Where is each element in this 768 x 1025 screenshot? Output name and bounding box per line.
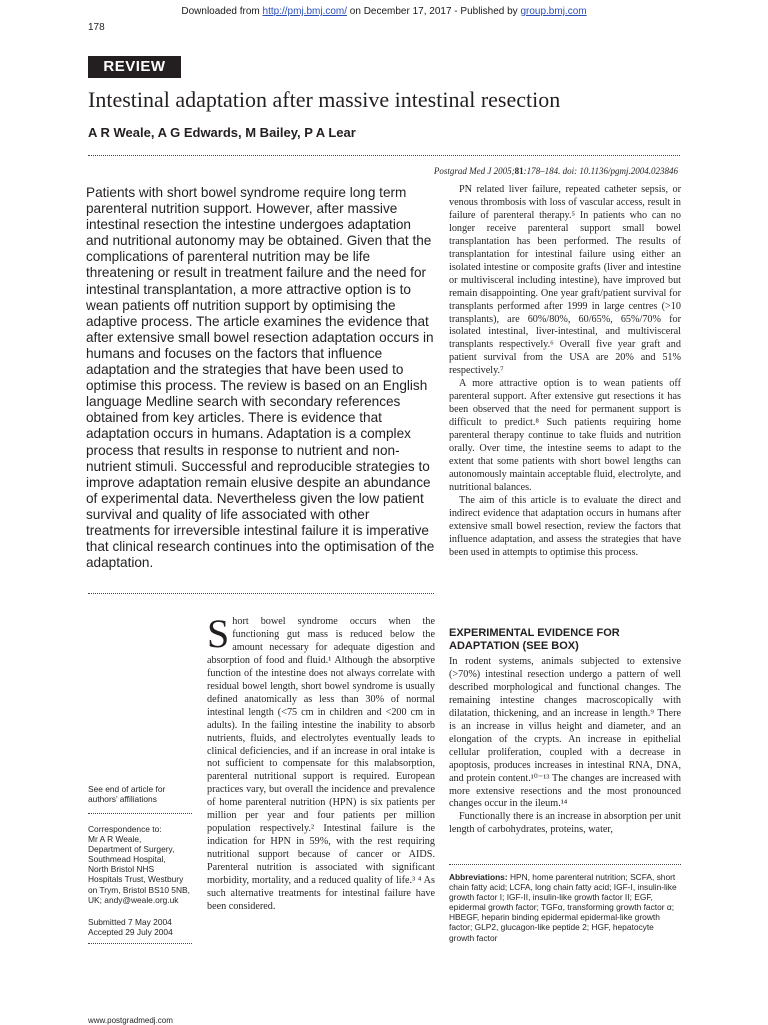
banner-prefix: Downloaded from xyxy=(181,6,263,17)
drop-cap: S xyxy=(207,611,230,656)
correspondence-line: Department of Surgery, xyxy=(88,844,175,855)
abbreviations-box xyxy=(449,872,681,943)
accepted-date: Accepted 29 July 2004 xyxy=(88,927,173,938)
footer-url[interactable]: www.postgradmedj.com xyxy=(88,1016,173,1025)
article-title: Intestinal adaptation after massive intestinal resection xyxy=(88,87,561,112)
authors: A R Weale, A G Edwards, M Bailey, P A Lear xyxy=(88,125,356,140)
abstract-divider xyxy=(88,593,434,594)
right-column-top xyxy=(449,184,681,560)
correspondence xyxy=(88,824,206,905)
sidebar-divider-1 xyxy=(88,813,192,814)
abbrev-divider xyxy=(449,864,681,865)
paragraph-wean-option: A more attractive option is to wean patients off parenteral support. After extensive gut resections it has been observed that the need for permanent support is difficult to predict.⁸ Such patients requiring home parenteral therapy continue to take fluids and nutrition orally. Over time, the intestine seems to adapt to the extent that some patients with short bowel lengths can autonomously maintain acceptable fluid, electrolyte, and nutritional balances. xyxy=(449,378,681,493)
correspondence-line: North Bristol NHS xyxy=(88,864,155,875)
citation-year: 2005; xyxy=(493,166,515,176)
correspondence-email[interactable]: UK; andy@weale.org.uk xyxy=(88,894,179,905)
submitted-date: Submitted 7 May 2004 xyxy=(88,917,172,927)
abbreviations-label: Abbreviations: xyxy=(449,872,508,882)
citation xyxy=(434,166,678,176)
experimental-section xyxy=(449,627,681,837)
banner-middle: on December 17, 2017 - Published by xyxy=(347,6,521,17)
dates xyxy=(88,917,206,937)
publisher-link[interactable]: group.bmj.com xyxy=(520,6,587,17)
site-link[interactable]: http://pmj.bmj.com/ xyxy=(262,6,348,17)
abbreviations-text: HPN, home parenteral nutrition; SCFA, short chain fatty acid; LCFA, long chain fatty acid; IGF-I, insulin-like growth factor I; IGF-II, insulin-like growth factor II; EGF, epidermal growth factor; TGFα, transforming growth factor α; HBEGF, heparin binding epidermal epidermal-like growth factor; GLP2, glucagon-like peptide 2; HGF, hepatocyte growth factor xyxy=(449,872,677,943)
section-badge: REVIEW xyxy=(88,56,181,78)
abstract: Patients with short bowel syndrome require long term parenteral nutrition support. However, after massive intestinal resection the intestine undergoes adaptation and nutritional autonomy may be obtained. Given that the complications of parenteral nutrition may be life threatening or result in treatment failure and the need for intestinal transplantation, a more attractive option is to wean patients off nutrition support by optimising the adaptive process. The article examines the evidence that after extensive small bowel resection adaptation occurs in humans and focuses on the factors that influence adaptation and the strategies that have been used to optimise this process. The review is based on an English language Medline search with secondary references obtained from key articles. There is evidence that adaptation occurs in humans. Adaptation is a complex process that results in response to nutrient and non-nutrient stimuli. Successful and reproducible strategies to improve adaptation remain elusive despite an abundance of experimental data. Nevertheless given the low patient survival and quality of life associated with other treatments for irreversible intestinal failure it is imperative that clinical research continues into the optimisation of the adaptation. xyxy=(86,185,435,571)
correspondence-line: Mr A R Weale, xyxy=(88,834,142,845)
citation-volume: 81 xyxy=(514,166,524,176)
correspondence-line: on Trym, Bristol BS10 5NB, xyxy=(88,884,190,895)
citation-journal: Postgrad Med J xyxy=(433,166,492,176)
correspondence-line: Hospitals Trust, Westbury xyxy=(88,874,184,885)
download-banner xyxy=(0,6,768,17)
section-heading: EXPERIMENTAL EVIDENCE FOR ADAPTATION (SEE BOX) xyxy=(449,627,620,652)
sidebar-divider-2 xyxy=(88,943,192,944)
page-number: 178 xyxy=(88,22,105,33)
paragraph-liver-failure: PN related liver failure, repeated catheter sepsis, or venous thrombosis with loss of vascular access, result in failure of parenteral therapy.⁵ In patients who can no longer receive parenteral support small bowel transplantation has been performed. The results of transplantation for intestinal failure using either an isolated intestine or composite grafts (liver and intestine or multivisceral including intestine), have improved but remain disappointing. One year graft/patient survival for transplants performed after 1999 in large centres (>10 transplants), are 60%/80%, 60/65%, 65%/70% for isolated intestinal, liver-intestinal, and multivisceral transplants respectively.⁶ Overall five year graft and patient survival from the USA are 20% and 51% respectively.⁷ xyxy=(449,184,681,377)
middle-column xyxy=(207,611,435,914)
affiliations-note: See end of article for authors’ affiliations xyxy=(88,784,166,805)
citation-rest: :178–184. doi: 10.1136/pgmj.2004.023846 xyxy=(523,166,678,176)
correspondence-line: Southmead Hospital, xyxy=(88,854,166,865)
paragraph-rodent: In rodent systems, animals subjected to extensive (>70%) intestinal resection undergo a pattern of well described morphological and functional changes. The remaining intestine changes macroscopically with dilatation, thickening, and an increase in length.⁹ There is an increase in villus height and diameter, and an elongation of the crypts. An increase in epithelial cellular proliferation, coupled with a decrease in apoptosis, produces increases in intestinal RNA, DNA, and protein content.¹⁰⁻¹³ The changes are increased with more extensive resections and the most pronounced changes occur in the ileum.¹⁴ xyxy=(449,656,681,810)
paragraph-functional: Functionally there is an increase in absorption per unit length of carbohydrates, proteins, water, xyxy=(449,811,681,836)
correspondence-line: Correspondence to: xyxy=(88,824,162,834)
title-divider xyxy=(88,155,680,156)
paragraph-short-bowel: hort bowel syndrome occurs when the functioning gut mass is reduced below the amount necessary for adequate digestion and absorption of food and fluid.¹ Although the absorptive function of the intestine does not always correlate with residual bowel length, short bowel syndrome is usually defined anatomically as less than 30% of normal intestinal length (<75 cm in children and <200 cm in adults). In the failing intestine the inability to absorb nutrients, fluids, and electrolytes eventually leads to clinical deficiencies, and if an increase in oral intake is not sufficient to compensate for this malabsorption, parenteral nutritional support is required. European practices vary, but overall the incidence and prevalence of home parenteral nutrition (HPN) is six patients per million per year and four patients per million population respectively.² Intestinal failure is the indication for HPN in 59%, with the rest requiring nutritional support because of cancer or AIDS. Parenteral nutrition is associated with significant morbidity, mortality, and a reduced quality of life.³ ⁴ As such alternative treatments for intestinal failure have been considered. xyxy=(207,616,435,912)
paragraph-aim: The aim of this article is to evaluate the direct and indirect evidence that adaptation occurs in humans after extensive small bowel resection, review the factors that influence adaptation, and assess the strategies that have been used in attempts to optimise this process. xyxy=(449,494,681,558)
